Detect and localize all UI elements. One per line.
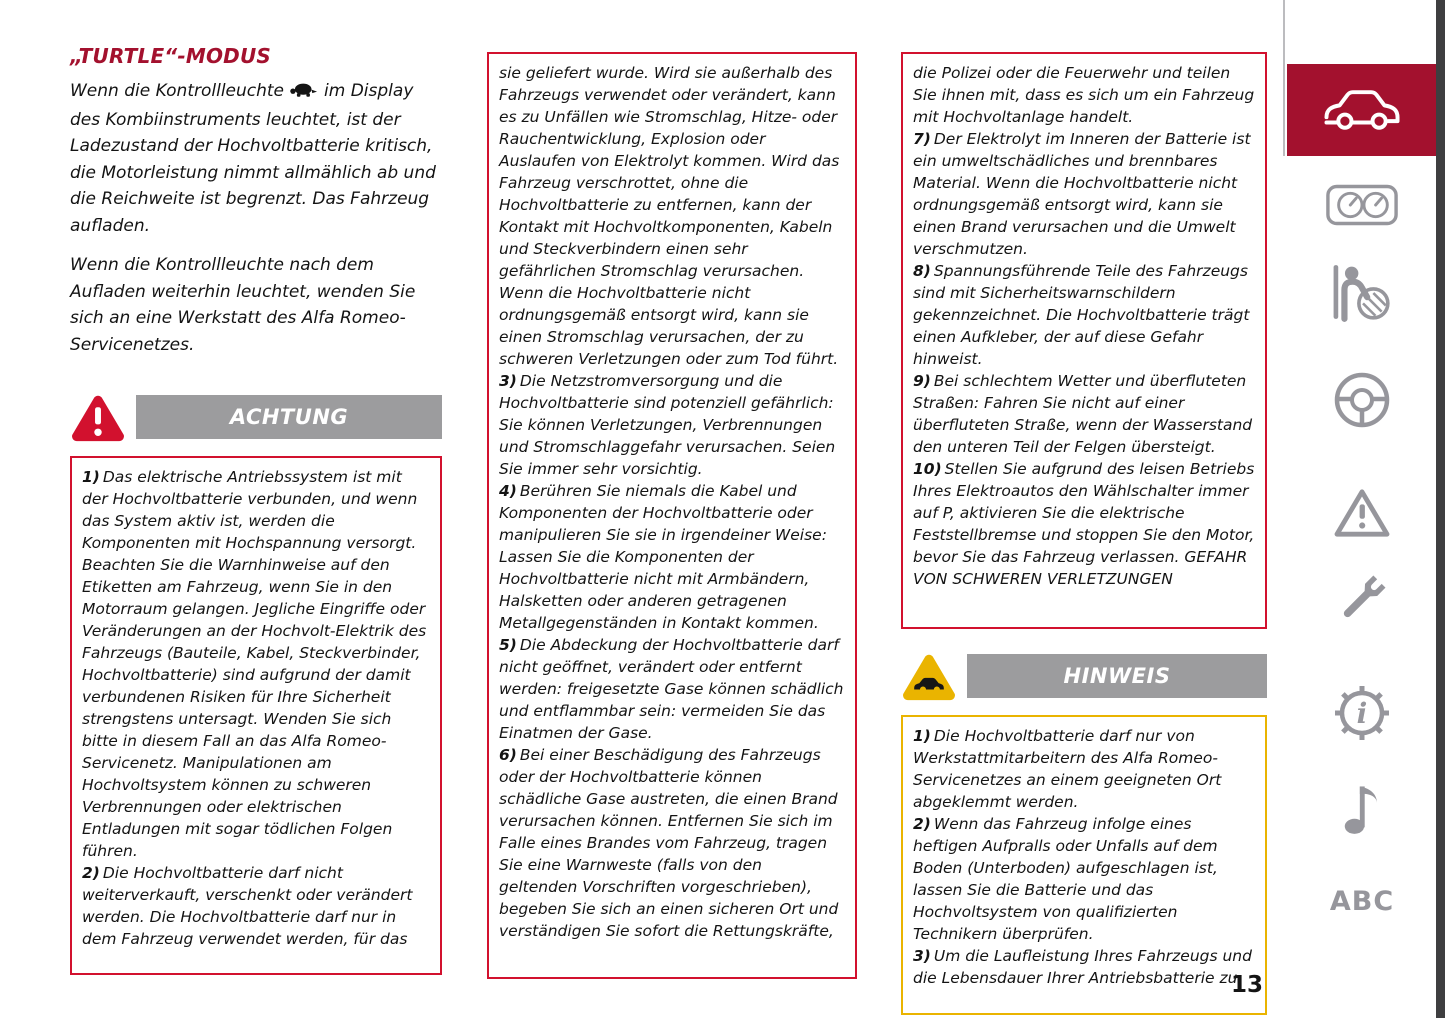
item-number: 3) [913,947,931,965]
hinweis-header-bar [967,654,1267,698]
warning-item-7 [913,128,1255,260]
tab-audio[interactable] [1312,780,1412,840]
tab-technical-info[interactable] [1312,683,1412,747]
item-text: Um die Laufleistung Ihres Fahrzeugs und die Lebensdauer Ihrer Antriebsbatterie zu [913,947,1252,987]
achtung-header [70,391,442,443]
warning-continuation-text: sie geliefert wurde. Wird sie außerhalb des Fahrzeugs verwendet oder verändert, kann es zu Unfällen wie Stromschlag, Hitze- oder Rauchentwicklung, Explosion oder Auslaufen von Elektrolyt kommen. Wird das Fahrzeug verschrottet, ohne die Hochvoltbatterie zu entfernen, kann der Kontakt mit Hochvoltkomponenten, Kabeln und Steckverbindern einen sehr gefährlichen Stromschlag verursachen. Wenn die Hochvoltbatterie nicht ordnungsgemäß entsorgt wird, kann sie einen Stromschlag verursachen, der zu schweren Verletzungen oder zum Tod führt. [499,64,840,368]
intro-text-after-icon: im Display des Kombiinstruments leuchtet, ist der Ladezustand der Hochvoltbatterie kritisch, die Motorleistung nimmt allmählich ab und die Reichweite ist begrenzt. Das Fahrzeug aufladen. [70,81,436,236]
item-text: Der Elektrolyt im Inneren der Batterie ist ein umweltschädliches und brennbares Material. Wenn die Hochvoltbatterie nicht ordnungsgemäß entsorgt wird, kann sie einen Brand verursachen und die Umwelt verschmutzen. [913,130,1251,258]
intro-paragraph-2: Wenn die Kontrollleuchte nach dem Aufladen weiterhin leuchtet, wenden Sie sich an eine Werkstatt des Alfa Romeo-Servicenetzes. [70,255,416,355]
item-text: Die Hochvoltbatterie darf nur von Werkstattmitarbeitern des Alfa Romeo-Servicenetzes an einem geeigneten Ort abgeklemmt werden. [913,727,1222,811]
car-icon [1319,83,1405,137]
tab-maintenance[interactable] [1312,569,1412,633]
item-text: Bei schlechtem Wetter und überfluteten Straßen: Fahren Sie nicht auf einer überfluteten Straße, wenn der Wasserstand den unteren Teil der Felgen übersteigt. [913,372,1253,456]
tab-divider-line [1283,0,1285,156]
abc-label: ABC [1329,886,1395,917]
item-text: Wenn das Fahrzeug infolge eines heftigen Aufpralls oder Unfalls auf dem Boden (Unterboden) aufgeschlagen ist, lassen Sie die Batterie und das Hochvoltsystem von qualifizierten Technikern überprüfen. [913,815,1218,943]
hinweis-box [901,715,1267,1015]
vehicle-hazard-icon [901,651,967,701]
warning-item-6 [499,744,845,942]
left-column [70,44,442,975]
item-text: Spannungsführende Teile des Fahrzeugs sind mit Sicherheitswarnschildern gekennzeichnet. Die Hochvoltbatterie trägt einen Aufkleber, der auf diese Gefahr hinweist. [913,262,1250,368]
note-item-2 [913,813,1255,945]
warning-item-8 [913,260,1255,370]
item-number: 5) [499,636,517,654]
item-number: 4) [499,482,517,500]
item-number: 2) [82,864,100,882]
note-item-3 [913,945,1255,989]
wrench-icon [1332,569,1392,633]
intro-paragraph-1 [70,78,442,239]
achtung-box-3 [901,52,1267,629]
page-edge-strip [1436,0,1445,1018]
warning-item-9 [913,370,1255,458]
sidebar-warning-triangle-icon [1333,487,1391,543]
item-number: 7) [913,130,931,148]
item-number: 8) [913,262,931,280]
item-text: Bei einer Beschädigung des Fahrzeugs oder der Hochvoltbatterie können schädliche Gase austreten, die einen Brand verursachen können. Entfernen Sie sich im Falle eines Brandes vom Fahrzeug, tragen Sie eine Warnweste (falls von den geltenden Vorschriften vorgeschrieben), begeben Sie sich an einen sicheren Ort und verständigen Sie sofort die Rettungskräfte, [499,746,839,940]
item-number: 10) [913,460,942,478]
item-number: 6) [499,746,517,764]
item-number: 9) [913,372,931,390]
section-title: „TURTLE“-MODUS [70,44,272,68]
item-text: Die Netzstromversorgung und die Hochvoltbatterie sind potenziell gefährlich: Sie können Verletzungen, Verbrennungen und Stromschlaggefahr verursachen. Seien Sie immer sehr vorsichtig. [499,372,836,478]
item-text: Die Hochvoltbatterie darf nicht weiterverkauft, verschenkt oder verändert werden. Die Hochvoltbatterie darf nur in dem Fahrzeug verwendet werden, für das [82,864,413,948]
warning-item-3 [499,370,845,480]
tab-airbag-safety[interactable] [1312,261,1412,327]
item-number: 3) [499,372,517,390]
right-column [901,52,1267,1015]
achtung-box-2 [487,52,857,979]
item-text: Das elektrische Antriebssystem ist mit der Hochvoltbatterie verbunden, und wenn das System aktiv ist, werden die Komponenten mit Hochspannung versorgt. Beachten Sie die Warnhinweise auf den Etiketten am Fahrzeug, wenn Sie in den Motorraum gelangen. Jegliche Eingriffe oder Veränderungen an der Hochvolt-Elektrik des Fahrzeugs (Bauteile, Kabel, Steckverbinder, Hochvoltbatterie) sind aufgrund der damit verbundenen Risiken für Ihre Sicherheit strengstens untersagt. Wenden Sie sich bitte in diesem Fall an das Alfa Romeo-Servicenetz. Manipulationen am Hochvoltsystem können zu schweren Verbrennungen oder elektrischen Entladungen mit sogar tödlichen Folgen führen. [82,468,427,860]
info-gear-icon [1332,683,1392,747]
music-note-icon [1342,780,1382,840]
hinweis-header [901,650,1267,702]
item-number: 2) [913,815,931,833]
achtung-label: ACHTUNG [229,405,349,429]
tab-abc-index[interactable] [1312,886,1412,917]
tab-driving[interactable] [1312,371,1412,433]
item-number: 1) [913,727,931,745]
note-item-1 [913,725,1255,813]
page-number: 13 [1230,972,1263,998]
hinweis-label: HINWEIS [1063,664,1171,688]
svg-text:i: i [1356,697,1368,730]
steering-wheel-icon [1333,371,1391,433]
warning-item-4 [499,480,845,634]
instrument-cluster-icon [1325,183,1399,231]
warning-item-5 [499,634,845,744]
tab-instrument-cluster[interactable] [1312,183,1412,231]
warning-triangle-icon [70,392,136,442]
tab-warning-lights[interactable] [1312,487,1412,543]
warning-continuation-text: die Polizei oder die Feuerwehr und teilen Sie ihnen mit, dass es sich um ein Fahrzeug mit Hochvoltanlage handelt. [913,64,1255,126]
warning-item-10 [913,458,1255,590]
airbag-icon [1331,261,1393,327]
warning-item-1 [82,466,430,862]
warning-item-2 [82,862,430,950]
item-text: Berühren Sie niemals die Kabel und Komponenten der Hochvoltbatterie oder manipulieren Sie sie in irgendeiner Weise: Lassen Sie die Komponenten der Hochvoltbatterie nicht mit Armbändern, Halsketten oder anderen getragenen Metallgegenständen in Kontakt kommen. [499,482,827,632]
item-text: Die Abdeckung der Hochvoltbatterie darf nicht geöffnet, verändert oder entfernt werden: freigesetzte Gase können schädlich und entflammbar sein: vermeiden Sie das Einatmen der Gase. [499,636,844,742]
middle-column [487,52,857,979]
item-number: 1) [82,468,100,486]
item-text: Stellen Sie aufgrund des leisen Betriebs Ihres Elektroautos den Wählschalter immer auf P, aktivieren Sie die elektrische Feststellbremse und stoppen Sie den Motor, bevor Sie das Fahrzeug verlassen. GEFAHR VON SCHWEREN VERLETZUNGEN [913,460,1255,588]
achtung-box-1 [70,456,442,975]
turtle-warning-light-icon [289,80,319,107]
tab-vehicle[interactable] [1287,64,1436,156]
achtung-header-bar [136,395,442,439]
intro-text-before-icon: Wenn die Kontrollleuchte [70,81,285,101]
